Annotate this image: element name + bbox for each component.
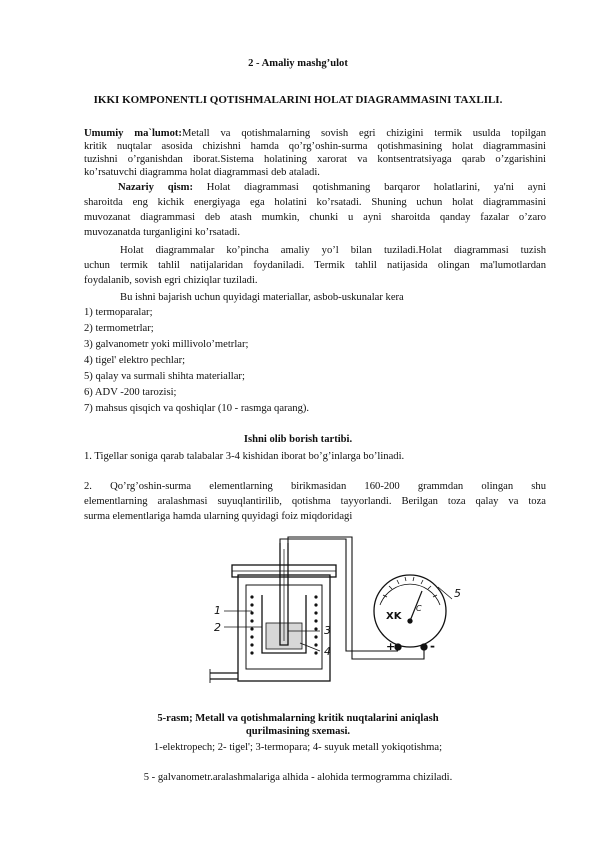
lesson-heading: 2 - Amaliy mashg’ulot (248, 58, 348, 69)
label-2: 2 (214, 621, 221, 634)
list-item: 1) termoparalar; (84, 307, 153, 318)
apparatus-diagram (180, 535, 480, 695)
p2-line-2: sharoitda eng kichik energiyaga ega holatini ko’rsatadi. Shuning uchun holat diagrammasini (84, 197, 546, 208)
wire-negative (288, 537, 424, 659)
needle-label: C (416, 604, 422, 613)
label-3: 3 (324, 624, 331, 637)
p3-line-3: foydalanib, sovish egri chiziqlar tuziladi. (84, 275, 258, 286)
list-item: 6) ADV -200 tarozisi; (84, 387, 177, 398)
procedure-heading: Ishni olib borish tartibi. (243, 434, 353, 445)
p2-line-4: muvozanatda turganligini ko’rsatadi. (84, 227, 241, 238)
step-2-line-1: 2. Qo’rg’oshin-surma elementlarning birikmasidan 160-200 grammdan olingan shu (84, 481, 546, 492)
galvanometer (374, 575, 446, 647)
p2-line-1: Nazariy qism: Holat diagrammasi qotishmaning barqaror holatlarini, ya'ni ayni (118, 182, 546, 193)
list-item: 3) galvanometr yoki millivolo’metrlar; (84, 339, 249, 350)
needle-pivot (408, 619, 412, 623)
p1-line-3: tuzishni o’rganishdan iborat.Sistema holatining xarorat va kontsentratsiyaga qarab o’zgarishini (84, 154, 546, 165)
figure-note: 5 - galvanometr.aralashmalariga alhida - alohida termogramma chiziladi. (143, 772, 453, 783)
p3-line-2: uchun termik tahlil natijalaridan foydaniladi. Termik tahlil natijasida olingan ma'lumotlardan (84, 260, 546, 271)
figure-legend: 1-elektropech; 2- tigel'; 3-termopara; 4- suyuk metall yokiqotishma; (153, 742, 443, 753)
list-item: 2) termometrlar; (84, 323, 154, 334)
figure-caption-title-2: qurilmasining sxemasi. (245, 726, 351, 737)
p2-line-3: muvozanat diagrammasi deb atash mumkin, chunki u ayni sharoitda qanday fazalar o’zaro (84, 212, 546, 223)
label-1: 1 (214, 604, 221, 617)
minus-sign: - (430, 639, 435, 653)
step-2-line-3: surma elementlariga hamda ularning quyidagi foiz miqdoridagi (84, 511, 353, 522)
label-5: 5 (454, 587, 461, 600)
list-item: 5) qalay va surmali shihta materiallar; (84, 371, 245, 382)
p1-line-4: ko’rsatuvchi diagramma holat diagrammasi deb ataladi. (84, 167, 320, 178)
materials-intro: Bu ishni bajarish uchun quyidagi materiallar, asbob-uskunalar kera (120, 292, 404, 303)
plus-sign: + (386, 640, 396, 653)
meter-label: XK (386, 611, 402, 622)
p3-line-1: Holat diagrammalar ko’pincha amaliy yo’l bilan tuziladi.Holat diagrammasi tuzish (120, 245, 546, 256)
step-2-line-2: elementlarning aralashmasi suyuqlantirilib, qotishma tayyorlandi. Berilgan toza qalay va toza (84, 496, 546, 507)
list-item: 7) mahsus qisqich va qoshiqlar (10 - rasmga qarang). (84, 403, 310, 414)
label-4: 4 (324, 645, 331, 658)
list-item: 4) tigel' elektro pechlar; (84, 355, 186, 366)
terminal-negative (421, 644, 427, 650)
p1-line-2: kritik nuqtalar asosida chizishni hamda qo’rg’oshin-surma qotishmasining holat diagrammasini (84, 141, 546, 152)
p1-line-1: Umumiy ma`lumot:Metall va qotishmalarning sovish egri chizigini termik usulda topilgan (84, 128, 547, 139)
figure-caption-title: 5-rasm; Metall va qotishmalarning kritik nuqtalarini aniqlash (157, 713, 439, 724)
leader-line-5 (438, 587, 452, 599)
step-1: 1. Tigellar soniga qarab talabalar 3-4 kishidan iborat bo’g’inlarga bo’linadi. (84, 451, 405, 462)
galvanometer-scale (380, 584, 440, 605)
document-title: IKKI KOMPONENTLI QOTISHMALARINI HOLAT DIAGRAMMASINI TAXLILI. (93, 94, 503, 106)
terminal-positive (395, 644, 401, 650)
